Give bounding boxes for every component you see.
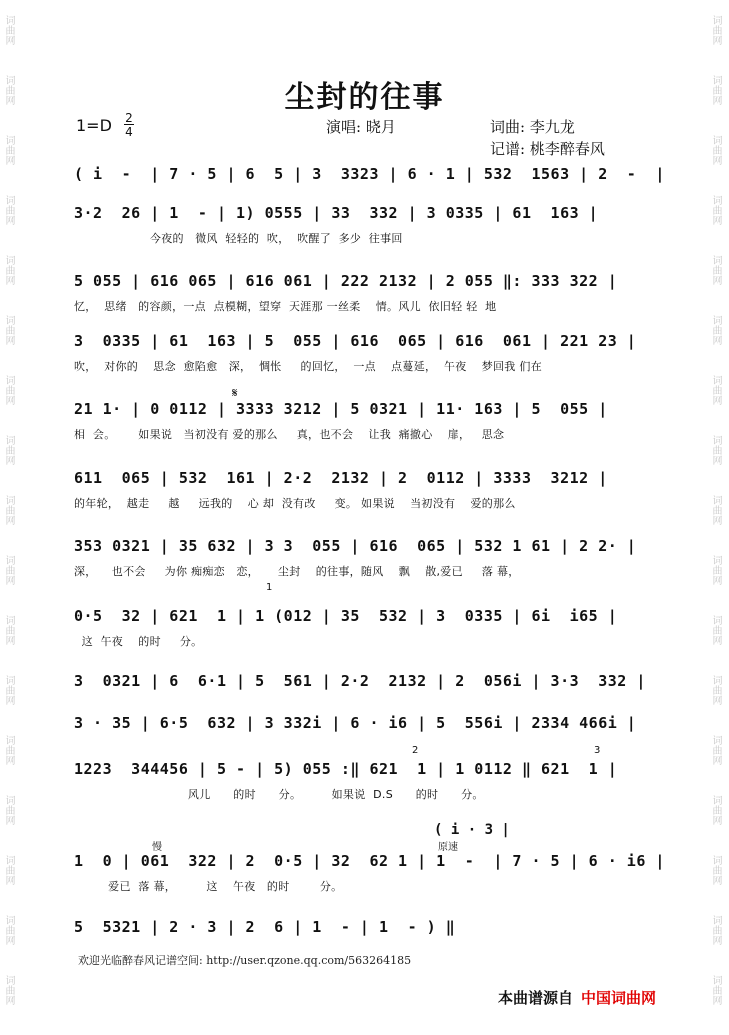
score-row-notes: ( i - | 7 · 5 | 6 5 | 3 3323 | 6 · 1 | 532 1563 | 2 - | bbox=[74, 165, 665, 183]
score-row bbox=[74, 852, 665, 894]
score-row-lyrics: 忆， 思绪 的容颜，一点 点模糊，望穿 天涯那 一丝柔 情。风儿 依旧轻 轻 地 bbox=[74, 300, 497, 313]
volta-2-label: 2 bbox=[412, 745, 419, 756]
footer-url-text: 欢迎光临醉春风记谱空间: http://user.qzone.qq.com/563264185 bbox=[78, 954, 412, 967]
volta-1-label: 1 bbox=[266, 582, 273, 593]
right-watermark-column bbox=[709, 0, 727, 1020]
source-site: 中国词曲网 bbox=[581, 989, 657, 1007]
time-signature bbox=[124, 112, 134, 138]
score-row bbox=[74, 918, 654, 936]
watermark-text: 词曲网 bbox=[710, 615, 721, 645]
time-signature-top: 2 bbox=[125, 111, 133, 125]
watermark-text: 词曲网 bbox=[3, 915, 14, 945]
score-row-notes: 3 0321 | 6 6·1 | 5 561 | 2·2 2132 | 2 056i | 3·3 332 | bbox=[74, 672, 646, 690]
watermark-text: 词曲网 bbox=[710, 75, 721, 105]
watermark-text: 词曲网 bbox=[710, 975, 721, 1005]
watermark-text: 词曲网 bbox=[710, 795, 721, 825]
watermark-text: 词曲网 bbox=[710, 855, 721, 885]
watermark-text: 词曲网 bbox=[710, 375, 721, 405]
watermark-text: 词曲网 bbox=[710, 315, 721, 345]
watermark-text: 词曲网 bbox=[3, 975, 14, 1005]
watermark-text: 词曲网 bbox=[3, 495, 14, 525]
score-row-notes: 3·2 26 | 1 - | 1) 0555 | 33 332 | 3 0335 | 61 163 | bbox=[74, 204, 599, 222]
score-row-lyrics: 吹， 对你的 思念 愈陷愈 深， 惆怅 的回忆， 一点 点蔓延， 午夜 梦回我 们在 bbox=[74, 360, 542, 373]
score-row-notes: 5 055 | 616 065 | 616 061 | 222 2132 | 2 055 ‖: 333 322 | bbox=[74, 272, 618, 290]
watermark-text: 词曲网 bbox=[710, 555, 721, 585]
score-row-lyrics: 这 午夜 的时 分。 bbox=[74, 635, 203, 648]
watermark-text: 词曲网 bbox=[710, 735, 721, 765]
watermark-text: 词曲网 bbox=[3, 735, 14, 765]
original-tempo-marking: 原速 bbox=[438, 842, 458, 853]
watermark-text: 词曲网 bbox=[710, 675, 721, 705]
score-row-notes: 1223 344456 | 5 - | 5) 055 :‖ 621 1 | 1 0112 ‖ 621 1 | bbox=[74, 760, 618, 778]
score-row bbox=[74, 714, 654, 732]
watermark-text: 词曲网 bbox=[3, 555, 14, 585]
source-credit bbox=[498, 987, 656, 1008]
watermark-text: 词曲网 bbox=[3, 315, 14, 345]
score-row-notes: 21 1· | 0 0112 | 3333 3212 | 5 0321 | 11· 163 | 5 055 | bbox=[74, 400, 608, 418]
watermark-text: 词曲网 bbox=[710, 255, 721, 285]
score-row bbox=[74, 760, 654, 802]
watermark-text: 词曲网 bbox=[710, 915, 721, 945]
score-row bbox=[74, 272, 654, 314]
composer-credit: 词曲: 李九龙 bbox=[490, 118, 575, 136]
intro-bracket: ( i · 3 | bbox=[434, 822, 510, 838]
watermark-text: 词曲网 bbox=[3, 615, 14, 645]
key-signature: 1=D bbox=[76, 116, 112, 135]
time-signature-bottom: 4 bbox=[125, 125, 133, 139]
score-row bbox=[74, 469, 654, 511]
watermark-text: 词曲网 bbox=[710, 15, 721, 45]
score-row bbox=[74, 537, 654, 579]
score-row-notes: 353 0321 | 35 632 | 3 3 055 | 616 065 | 532 1 61 | 2 2· | bbox=[74, 537, 637, 555]
watermark-text: 词曲网 bbox=[710, 195, 721, 225]
score-row-notes: 3 0335 | 61 163 | 5 055 | 616 065 | 616 061 | 221 23 | bbox=[74, 332, 637, 350]
volta-3-label: 3 bbox=[594, 745, 601, 756]
left-watermark-column bbox=[2, 0, 20, 1020]
song-title: 尘封的往事 bbox=[284, 80, 445, 115]
slow-marking: 慢 bbox=[152, 842, 162, 853]
watermark-text: 词曲网 bbox=[3, 855, 14, 885]
score-row-notes: 611 065 | 532 161 | 2·2 2132 | 2 0112 | 3333 3212 | bbox=[74, 469, 608, 487]
watermark-text: 词曲网 bbox=[710, 135, 721, 165]
score-row-notes: 5 5321 | 2 · 3 | 2 6 | 1 - | 1 - ) ‖ bbox=[74, 918, 456, 936]
score-row bbox=[74, 607, 654, 649]
singer-credit: 演唱: 晓月 bbox=[326, 118, 396, 136]
score-row bbox=[74, 332, 654, 374]
segno-mark: 𝄋 bbox=[232, 386, 238, 401]
score-row-lyrics: 今夜的 微风 轻轻的 吹， 吹醒了 多少 往事回 bbox=[74, 232, 403, 245]
score-row-notes: 0·5 32 | 621 1 | 1 (012 | 35 532 | 3 0335 | 6i i65 | bbox=[74, 607, 618, 625]
watermark-text: 词曲网 bbox=[3, 195, 14, 225]
score-row-lyrics: 相 会。 如果说 当初没有 爱的那么 真，也不会 让我 痛撤心 扉， 思念 bbox=[74, 428, 505, 441]
score-row-lyrics: 深， 也不会 为你 痴痴恋 恋， 尘封 的往事，随风 飘 散,爱已 落 幕， bbox=[74, 565, 520, 578]
watermark-text: 词曲网 bbox=[710, 495, 721, 525]
source-label: 本曲谱源自 bbox=[498, 989, 574, 1007]
score-row-notes: 3 · 35 | 6·5 632 | 3 332i | 6 · i6 | 5 556i | 2334 466i | bbox=[74, 714, 637, 732]
transcriber-credit: 记谱: 桃李醉春风 bbox=[490, 140, 605, 158]
score-row-notes: 1 0 | 061 322 | 2 0·5 | 32 62 1 | 1 - | 7 · 5 | 6 · i6 | bbox=[74, 852, 665, 870]
watermark-text: 词曲网 bbox=[3, 135, 14, 165]
score-row bbox=[74, 400, 654, 442]
watermark-text: 词曲网 bbox=[3, 375, 14, 405]
score-row bbox=[74, 165, 665, 183]
score-row-lyrics: 的年轮， 越走 越 远我的 心 却 没有改 变。 如果说 当初没有 爱的那么 bbox=[74, 497, 516, 510]
watermark-text: 词曲网 bbox=[710, 435, 721, 465]
watermark-text: 词曲网 bbox=[3, 675, 14, 705]
score-row-lyrics: 爱已 落 幕， 这 午夜 的时 分。 bbox=[74, 880, 343, 893]
score-row bbox=[74, 204, 654, 246]
watermark-text: 词曲网 bbox=[3, 795, 14, 825]
watermark-text: 词曲网 bbox=[3, 15, 14, 45]
score-row-lyrics: 风儿 的时 分。 如果说 D.S 的时 分。 bbox=[74, 788, 484, 801]
watermark-text: 词曲网 bbox=[3, 255, 14, 285]
score-row bbox=[74, 672, 654, 690]
watermark-text: 词曲网 bbox=[3, 435, 14, 465]
watermark-text: 词曲网 bbox=[3, 75, 14, 105]
